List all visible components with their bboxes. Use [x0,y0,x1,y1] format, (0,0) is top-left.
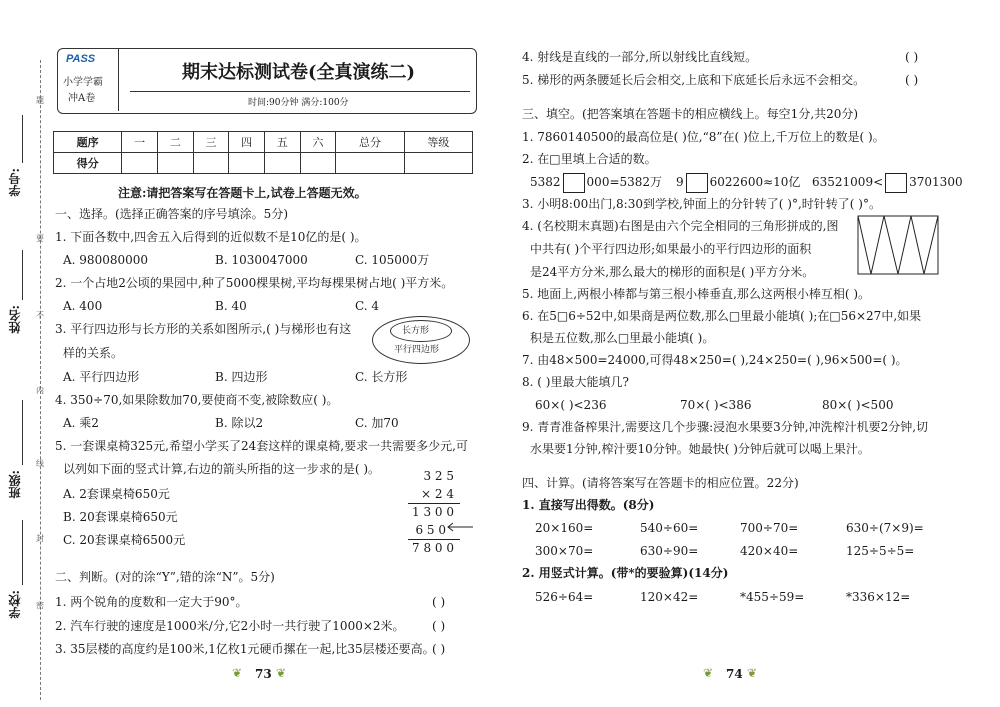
f2-a-box[interactable] [563,173,585,193]
class-label: 班级: [8,470,22,499]
bind-char: 线 [36,459,44,468]
section1-title: 一、选择。(选择正确答案的序号填涂。5分) [55,207,288,221]
name-label: 姓名: [8,305,22,334]
j2-text: 2. 汽车行驶的速度是1000米/分,它2小时一共行驶了1000×2米。 [55,619,405,633]
score-table-header-row [54,132,473,153]
q3-fig-inner-label: 长方形 [402,326,430,336]
f2-c-box[interactable] [885,173,907,193]
j3-text: 3. 35层楼的高度约是100米,1亿枚1元硬币摞在一起,比35层楼还要高。 [55,642,435,656]
j4-answer-blank[interactable]: ( ) [905,50,919,64]
j4-text: 4. 射线是直线的一部分,所以射线比直线短。 [522,50,758,64]
pass-logo: PASS [66,53,96,65]
q3-option-c[interactable]: C. 长方形 [355,370,408,384]
f2-b-left: 9 [676,175,684,189]
exam-meta: 时间:90分钟 满分:100分 [248,98,349,108]
calc-line: 7 8 0 0 [412,541,454,555]
q1-option-b[interactable]: B. 1030047000 [215,253,308,267]
score-cell[interactable] [193,153,229,174]
f2-a-right: 000=5382万 [586,175,663,189]
arrow-icon [446,522,474,532]
f2-b-box[interactable] [686,173,708,193]
f6-text-line2: 积是五位数,那么□里最小能填( )。 [530,331,715,345]
f7-text: 7. 由48×500=24000,可得48×250=( ),24×250=( ),96×500=( )。 [522,353,908,367]
page-ornament-right: ❦ [276,666,287,680]
page-number-left: 73 [255,667,272,681]
section3-title: 三、填空。(把答案填在答题卡的相应横线上。每空1分,共20分) [522,107,859,121]
brand-line2: 冲A卷 [68,93,96,104]
f3-text: 3. 小明8:00出门,8:30到学校,钟面上的分针转了( )°,时针转了( )°。 [522,197,881,211]
q2-option-a[interactable]: A. 400 [63,299,103,313]
bind-char: 封 [36,534,44,543]
score-cell[interactable] [229,153,265,174]
score-header-cell: 一 [122,132,158,153]
f2-text: 2. 在□里填上合适的数。 [522,152,657,166]
j3-answer-blank[interactable]: ( ) [432,642,446,656]
section4-title: 四、计算。(请将答案写在答题卡的相应位置。22分) [522,476,799,490]
brand-line1: 小学学霸 [63,77,103,88]
q5-vertical-calc [408,463,460,555]
score-table-score-row [54,153,473,174]
q4-text: 4. 350÷70,如果除数加70,要使商不变,被除数应( )。 [55,393,339,407]
score-header-cell: 总分 [336,132,404,153]
calc-line: × 2 4 [421,487,454,501]
exam-title: 期末达标测试卷(全真演练二) [182,62,416,83]
school-underline [22,520,23,585]
f8-expr-a: 60×( )<236 [535,398,607,412]
f8-text: 8. ( )里最大能填几? [522,375,629,389]
j5-text: 5. 梯形的两条腰延长后会相交,上底和下底延长后永远不会相交。 [522,73,866,87]
student-id-label: 学号: [8,168,22,197]
q2-option-c[interactable]: C. 4 [355,299,380,313]
q4-option-a[interactable]: A. 乘2 [63,416,99,430]
q2-option-b[interactable]: B. 40 [215,299,247,313]
calc-line: 6 5 0 [415,523,446,537]
c2-item: 526÷64= [535,590,594,604]
score-header-cell: 六 [300,132,336,153]
score-header-cell: 三 [193,132,229,153]
q3-option-a[interactable]: A. 平行四边形 [63,370,140,384]
score-header-cell: 题序 [54,132,122,153]
score-header-cell: 等级 [404,132,472,153]
f2-expr-c [812,172,963,193]
f8-expr-b: 70×( )<386 [680,398,752,412]
c1-item: 300×70= [535,544,594,558]
q4-option-c[interactable]: C. 加70 [355,416,399,430]
f9-text-line2: 水果要1分钟,榨汁要10分钟。她最快( )分钟后就可以喝上果汁。 [530,442,870,456]
f2-c-right: 3701300 [909,175,963,189]
c1-item: 700÷70= [740,521,799,535]
f4-text-line2: 中共有( )个平行四边形;如果最小的平行四边形的面积 [530,242,812,256]
q3-fig-outer-label: 平行四边形 [394,345,440,355]
j1-answer-blank[interactable]: ( ) [432,595,446,609]
f5-text: 5. 地面上,两根小棒都与第三根小棒垂直,那么这两根小棒互相( )。 [522,287,871,301]
q3-text-line1: 3. 平行四边形与长方形的关系如图所示,( )与梯形也有这 [55,322,352,336]
q1-option-a[interactable]: A. 980080000 [63,253,149,267]
c1-item: 540÷60= [640,521,699,535]
class-underline [22,400,23,465]
f4-text-line1: 4. (名校期末真题)右图是由六个完全相同的三角形拼成的,图 [522,219,839,233]
f2-a-left: 5382 [530,175,561,189]
title-rule [130,91,470,92]
q4-option-b[interactable]: B. 除以2 [215,416,264,430]
bind-char: 密 [36,601,44,610]
page-ornament-left: ❦ [232,666,243,680]
c2-item: *455÷59= [740,590,805,604]
calc-rule [408,539,460,540]
score-header-cell: 五 [264,132,300,153]
page-number-right: 74 [726,667,743,681]
binding-strip [0,0,46,707]
q5-option-a[interactable]: A. 2套课桌椅650元 [63,487,170,501]
q5-text-line1: 5. 一套课桌椅325元,希望小学买了24套这样的课桌椅,要求一共需要多少元,可 [55,439,468,453]
f8-expr-c: 80×( )<500 [822,398,894,412]
calc-line: 1 3 0 0 [412,505,454,519]
f2-expr-b [676,172,800,193]
f4-text-line3: 是24平方分米,那么最大的梯形的面积是( )平方分米。 [530,265,815,279]
page-ornament-right: ❦ [747,666,758,680]
score-cell[interactable] [336,153,404,174]
q5-text-line2: 以列如下面的竖式计算,右边的箭头所指的这一步求的是( )。 [63,462,380,476]
score-cell[interactable] [158,153,194,174]
c1-item: 630÷90= [640,544,699,558]
q3-option-b[interactable]: B. 四边形 [215,370,268,384]
q5-option-c[interactable]: C. 20套课桌椅6500元 [63,533,186,547]
c2-item: *336×12= [846,590,911,604]
q1-option-c[interactable]: C. 105000万 [355,253,430,267]
name-underline [22,250,23,300]
school-label: 学校: [8,590,22,619]
bind-char: 内 [36,386,44,395]
f6-text-line1: 6. 在5□6÷52中,如果商是两位数,那么□里最小能填( );在□56×27中,如果 [522,309,922,323]
bind-char: 题 [36,96,44,105]
c1-item: 630÷(7×9)= [846,521,924,535]
j2-answer-blank[interactable]: ( ) [432,619,446,633]
score-row-label: 得分 [54,153,122,174]
j5-answer-blank[interactable]: ( ) [905,73,919,87]
score-cell[interactable] [264,153,300,174]
c1-item: 420×40= [740,544,799,558]
j1-text: 1. 两个锐角的度数和一定大于90°。 [55,595,248,609]
f2-c-left: 63521009< [812,175,884,189]
f2-b-right: 6022600≈10亿 [709,175,801,189]
bind-char: 要 [36,234,44,243]
c1-item: 20×160= [535,521,594,535]
q5-option-b[interactable]: B. 20套课桌椅650元 [63,510,178,524]
notice: 注意:请把答案写在答题卡上,试卷上答题无效。 [118,186,367,200]
f9-text-line1: 9. 青青准备榨果汁,需要这几个步骤:浸泡水果要3分钟,冲洗榨汁机要2分钟,切 [522,420,929,434]
calc-line: 3 2 5 [423,469,454,483]
f4-triangle-figure [856,214,940,276]
score-cell[interactable] [404,153,472,174]
section2-title: 二、判断。(对的涂“Y”,错的涂“N”。5分) [55,570,275,584]
c2-title: 2. 用竖式计算。(带*的要验算)(14分) [522,566,729,580]
bind-char: 不 [36,311,44,320]
q3-text-line2: 样的关系。 [63,346,124,360]
score-cell[interactable] [122,153,158,174]
student-id-underline [22,115,23,163]
c1-title: 1. 直接写出得数。(8分) [522,498,655,512]
score-header-cell: 四 [229,132,265,153]
calc-rule [408,503,460,504]
q1-text: 1. 下面各数中,四舍五入后得到的近似数不是10亿的是( )。 [55,230,367,244]
score-header-cell: 二 [158,132,194,153]
c1-item: 125÷5÷5= [846,544,915,558]
score-table [53,131,473,174]
f1-text: 1. 7860140500的最高位是( )位,“8”在( )位上,千万位上的数是( )。 [522,130,885,144]
score-cell[interactable] [300,153,336,174]
q2-text: 2. 一个占地2公顷的果园中,种了5000棵果树,平均每棵果树占地( )平方米。 [55,276,454,290]
page-ornament-left: ❦ [703,666,714,680]
f2-expr-a [530,172,662,193]
c2-item: 120×42= [640,590,699,604]
